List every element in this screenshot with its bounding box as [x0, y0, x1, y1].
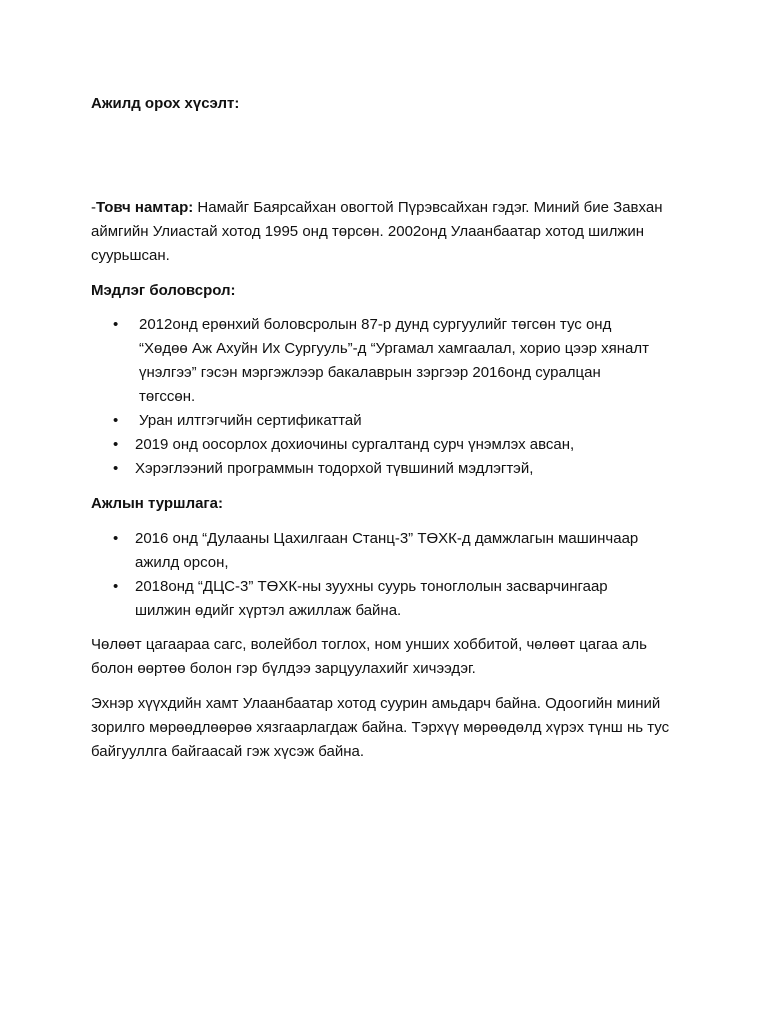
- closing-paragraph: Эхнэр хүүхдийн хамт Улаанбаатар хотод суурин амьдарч байна. Одоогийн миний зорилго мөрөөдлөөрөө хязгаарлагдаж байна. Тэрхүү мөрөөдөлд хүрэх түнш нь тус байгууллга байгаасай гэж хүсэж байна.: [91, 695, 670, 760]
- education-heading: Мэдлэг боловсрол:: [91, 282, 236, 299]
- education-item: [113, 313, 659, 409]
- education-item: [113, 409, 659, 433]
- experience-item-text: 2018онд “ДЦС-3” ТӨХК-ны зуухны суурь тоноглолын засварчингаар шилжин өдийг хүртэл ажиллаж байна.: [135, 578, 608, 619]
- experience-heading: Ажлын туршлага:: [91, 495, 224, 512]
- bullet-icon: •: [113, 412, 119, 429]
- bio-label: Товч намтар:: [96, 199, 194, 216]
- document-title: Ажилд орох хүсэлт:: [91, 95, 240, 112]
- experience-item: [113, 527, 655, 575]
- education-item-text: 2019 онд оосорлох дохиочины сургалтанд сурч үнэмлэх авсан,: [135, 436, 575, 453]
- education-item: [113, 433, 655, 457]
- experience-item: [113, 575, 655, 623]
- bio-paragraph: [91, 196, 691, 268]
- education-item: [113, 457, 655, 481]
- education-item-text: Уран илтгэгчийн сертификаттай: [139, 412, 362, 429]
- bullet-icon: •: [113, 316, 119, 333]
- experience-item-text: 2016 онд “Дулааны Цахилгаан Станц-3” ТӨХК-д дамжлагын машинчаар ажилд орсон,: [135, 530, 639, 571]
- bullet-icon: •: [113, 460, 119, 477]
- experience-list: [113, 527, 655, 623]
- bio-prefix: -: [91, 199, 96, 216]
- education-list: [113, 313, 659, 481]
- education-item-text: 2012онд ерөнхий боловсролын 87-р дунд сургуулийг төгсөн тус онд “Хөдөө Аж Ахуйн Их Сургууль”-д “Ургамал хамгаалал, хорио цээр хяналт үнэлгээ” гэсэн мэргэжлээр бакалаврын зэргээр 2016онд суралцан төгссөн.: [139, 316, 649, 405]
- bullet-icon: •: [113, 530, 119, 547]
- bullet-icon: •: [113, 578, 119, 595]
- bio-text: Намайг Баярсайхан овогтой Пүрэвсайхан гэдэг. Миний бие Завхан аймгийн Улиастай хотод 1995 онд төрсөн. 2002онд Улаанбаатар хотод шилжин суурьшсан.: [91, 199, 663, 264]
- hobbies-paragraph: Чөлөөт цагаараа сагс, волейбол тоглох, ном унших хоббитой, чөлөөт цагаа аль болон өөртөө болон гэр бүлдээ зарцуулахийг хичээдэг.: [91, 636, 647, 677]
- education-item-text: Хэрэглээний программын тодорхой түвшиний мэдлэгтэй,: [135, 460, 534, 477]
- bullet-icon: •: [113, 436, 119, 453]
